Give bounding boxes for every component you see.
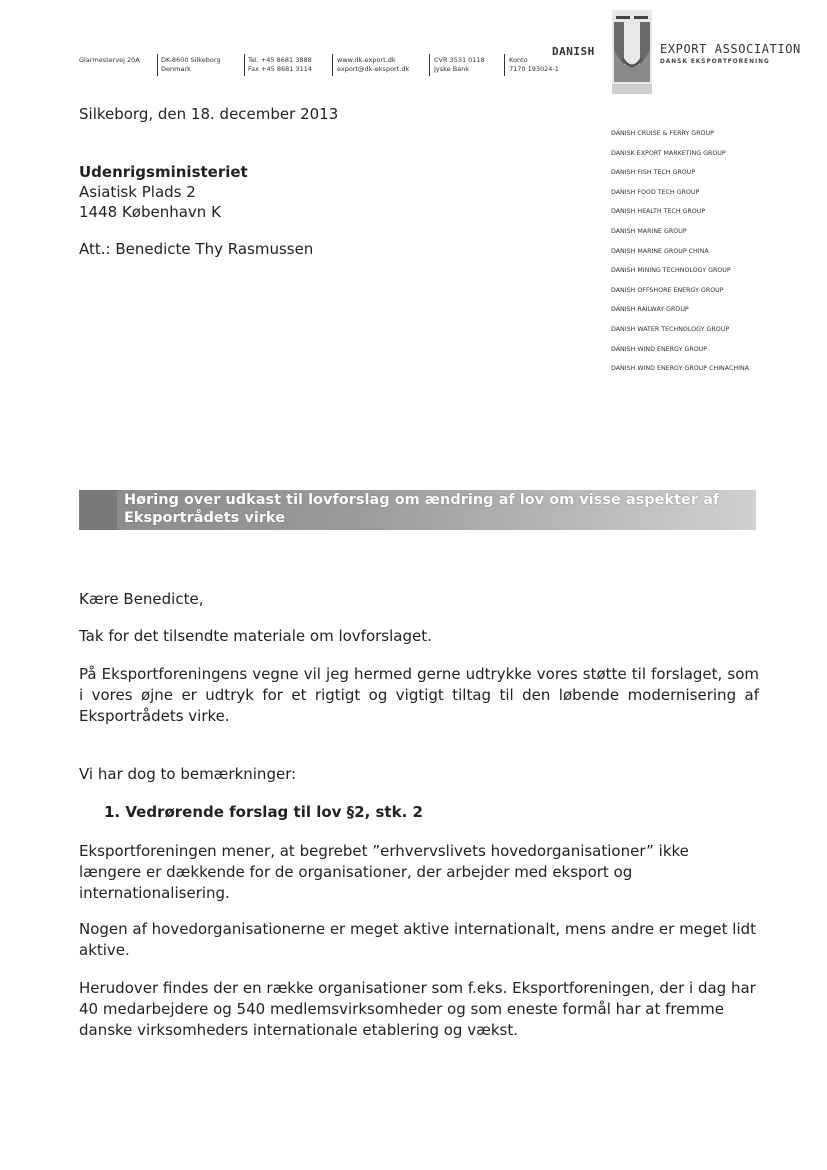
list-item: DANISH FOOD TECH GROUP [611, 188, 700, 196]
member-groups-list [611, 124, 749, 379]
header-postal: DK-8600 Silkeborg [161, 56, 221, 64]
header-website: www.dk-export.dk [337, 56, 396, 64]
list-item: DANISK EXPORT MARKETING GROUP [611, 149, 726, 157]
list-item: DANISH WIND ENERGY GROUP [611, 345, 708, 353]
header-phone [248, 56, 312, 74]
list-item: DANISH HEALTH TECH GROUP [611, 208, 706, 216]
recipient-street: Asiatisk Plads 2 [79, 183, 196, 201]
header-bank: Jyske Bank [434, 65, 470, 73]
brand-subtitle: DANSK EKSPORTFORENING [660, 59, 770, 65]
header-email: export@dk-eksport.dk [337, 65, 410, 73]
list-item: DANISH CRUISE & FERRY GROUP [611, 130, 714, 137]
salutation: Kære Benedicte, [79, 590, 204, 608]
header-tel: Tel. +45 8681 3888 [248, 56, 312, 64]
list-item: DANISH FISH TECH GROUP [611, 169, 696, 177]
recipient-attention: Att.: Benedicte Thy Rasmussen [79, 240, 314, 258]
header-konto-label: Konto [509, 56, 528, 64]
list-item: DANISH MARINE GROUP [611, 227, 687, 235]
header-street: Glarmestervej 20A [79, 56, 140, 64]
section-heading-1: 1. Vedrørende forslag til lov §2, stk. 2 [104, 803, 423, 821]
paragraph-1: Tak for det tilsendte materiale om lovforslaget. [79, 627, 432, 645]
subject-heading [124, 491, 744, 527]
header-cvr: CVR 3531 0118 [434, 56, 485, 64]
list-item: DANISH RAILWAY GROUP [611, 306, 689, 314]
header-divider [332, 54, 333, 76]
header-konto-number: 7170 193024-1 [509, 65, 559, 73]
paragraph-3: Vi har dog to bemærkninger: [79, 765, 297, 783]
header-account [509, 56, 559, 74]
brand-association: EXPORT ASSOCIATION [660, 42, 801, 56]
list-item: DANISH WIND ENERGY GROUP CHINACHINA [611, 365, 749, 373]
paragraph-5: Nogen af hovedorganisationerne er meget aktive internationalt, mens andre er meget lidt aktive. [79, 920, 757, 959]
brand-danish: DANISH [552, 45, 595, 58]
letter-date: Silkeborg, den 18. december 2013 [79, 105, 339, 123]
subject-line-1: Høring over udkast til lovforslag om ændring af lov om visse aspekter af [124, 492, 720, 508]
header-divider [157, 54, 158, 76]
header-country: Denmark [161, 65, 191, 73]
list-item: DANISH WATER TECHNOLOGY GROUP [611, 325, 730, 333]
recipient-address [79, 162, 248, 222]
header-fax: Fax +45 8681 3114 [248, 65, 312, 73]
paragraph-6: Herudover findes der en række organisationer som f.eks. Eksportforeningen, der i dag har 40 medarbejdere og 540 medlemsvirksomheder og som eneste formål har at fremme danske virksomheders internationale etablering og vækst. [79, 979, 756, 1039]
subject-banner-accent [79, 490, 117, 530]
recipient-organization: Udenrigsministeriet [79, 163, 248, 181]
header-divider [429, 54, 430, 76]
company-logo-icon [612, 10, 652, 94]
subject-line-2: Eksportrådets virke [124, 510, 286, 526]
header-registry [434, 56, 485, 74]
header-address [79, 56, 140, 65]
header-web [337, 56, 409, 74]
paragraph-4: Eksportforeningen mener, at begrebet ”erhvervslivets hovedorganisationer” ikke længere er dækkende for de organisationer, der arbejder med eksport og internationalisering. [79, 842, 689, 902]
paragraph-2: På Eksportforeningens vegne vil jeg hermed gerne udtrykke vores støtte til forslaget, som i vores øjne er udtryk for et rigtigt og vigtigt tiltag til den løbende modernisering af Eksportrådets virke. [79, 665, 759, 725]
header-city [161, 56, 221, 74]
list-item: DANISH MINING TECHNOLOGY GROUP [611, 267, 731, 275]
header-divider [504, 54, 505, 76]
header-divider [244, 54, 245, 76]
recipient-city: 1448 København K [79, 203, 221, 221]
list-item: DANISH MARINE GROUP CHINA [611, 247, 709, 255]
list-item: DANISH OFFSHORE ENERGY GROUP [611, 286, 724, 294]
